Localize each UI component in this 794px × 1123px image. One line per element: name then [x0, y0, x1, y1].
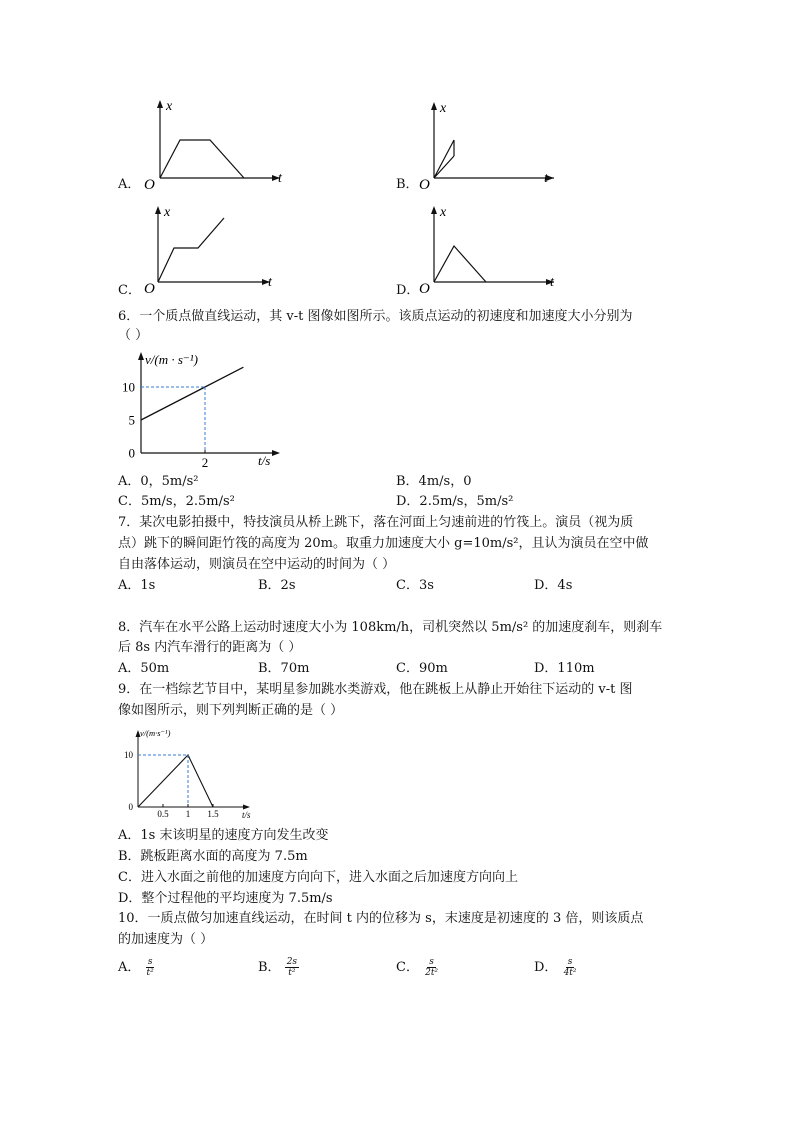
- q5-option-b-label: B．: [396, 177, 419, 192]
- q7-stem-line1: 7．某次电影拍摄中，特技演员从桥上跳下，落在河面上匀速前进的竹筏上。演员（视为质: [118, 515, 634, 530]
- q9-vt-chart: [118, 724, 268, 824]
- q10-stem-line2: 的加速度为（ ）: [118, 932, 214, 947]
- q9-y-axis-label: v/(m·s⁻¹): [140, 728, 171, 738]
- q5-b-origin: O: [419, 177, 430, 193]
- q10-option-b-label: B．: [258, 960, 281, 975]
- q5-a-y-label: x: [166, 99, 173, 114]
- q5-option-a-label: A．: [118, 177, 141, 192]
- q10-d-denominator: 4t²: [563, 968, 577, 978]
- q9-option-d: D．整个过程他的平均速度为 7.5m/s: [118, 891, 333, 906]
- q10-option-b-fraction: [285, 957, 299, 978]
- q10-option-a-fraction: [145, 957, 156, 978]
- q5-option-c-label: C．: [118, 283, 141, 298]
- q9-stem-line1: 9．在一档综艺节目中，某明星参加跳水类游戏，他在跳板上从静止开始往下运动的 v-t 图: [118, 682, 633, 697]
- q9-option-b: B．跳板距离水面的高度为 7.5m: [118, 849, 308, 864]
- q7-stem-line2: 点）跳下的瞬间距竹筏的高度为 20m。取重力加速度大小 g=10m/s²，且认为演员在空中做: [118, 536, 649, 551]
- q10-option-c-fraction: [423, 957, 440, 978]
- q6-series-line: [141, 367, 243, 420]
- q8-stem-line1: 8．汽车在水平公路上运动时速度大小为 108km/h，司机突然以 5m/s² 的加速度刹车，则刹车: [118, 620, 663, 635]
- q5-a-x-label: t: [278, 171, 282, 186]
- q10-stem-line1: 10．一质点做匀加速直线运动，在时间 t 内的位移为 s，末速度是初速度的 3 倍，则该质点: [118, 911, 644, 926]
- q10-d-numerator: s: [567, 957, 573, 967]
- q8-option-a: A．50m: [118, 661, 170, 676]
- q6-y-tick-label-0: 0: [128, 445, 135, 461]
- q8-option-c: C．90m: [396, 661, 448, 676]
- q9-x-tick-label-2: 1.5: [207, 809, 219, 819]
- q6-vt-chart: [118, 346, 288, 470]
- q10-option-d-label: D．: [534, 960, 558, 975]
- q10-c-numerator: s: [429, 957, 434, 967]
- q10-b-numerator: 2s: [286, 957, 298, 967]
- q10-option-a: [118, 957, 156, 978]
- q9-y-tick-label-0: 0: [128, 802, 133, 813]
- q7-option-d: D．4s: [534, 578, 573, 593]
- q10-option-b: [258, 957, 299, 978]
- q6-option-b: B．4m/s，0: [396, 474, 472, 489]
- q10-b-denominator: t²: [288, 968, 296, 978]
- q6-y-axis-label: v/(m · s⁻¹): [145, 352, 198, 367]
- q5-c-y-label: x: [164, 205, 171, 220]
- q9-x-tick-label-0: 0.5: [157, 809, 169, 819]
- q10-c-denominator: 2t²: [425, 968, 439, 978]
- q8-stem-line2: 后 8s 内汽车滑行的距离为（ ）: [118, 640, 302, 655]
- q5-graph-d: [416, 200, 576, 298]
- q5-b-x-label: t: [544, 171, 548, 186]
- q5-option-d-label: D．: [396, 283, 420, 298]
- q6-y-tick-label-2: 10: [122, 379, 135, 395]
- q5-d-origin: O: [419, 281, 430, 297]
- q9-x-tick-label-1: 1: [185, 809, 191, 819]
- q10-a-numerator: s: [147, 957, 153, 967]
- q7-stem-line3: 自由落体运动，则演员在空中运动的时间为（ ）: [118, 557, 396, 572]
- q9-option-a: A．1s 末该明星的速度方向发生改变: [118, 828, 329, 843]
- q6-option-c: C．5m/s，2.5m/s²: [118, 494, 235, 509]
- q9-stem-line2: 像如图所示，则下列判断正确的是（ ）: [118, 703, 344, 718]
- q6-stem-line2: （ ）: [118, 328, 149, 343]
- q7-option-a: A．1s: [118, 578, 156, 593]
- q7-option-c: C．3s: [396, 578, 434, 593]
- q5-c-origin: O: [144, 281, 155, 297]
- q6-option-a: A．0，5m/s²: [118, 474, 199, 489]
- q5-graph-b: [416, 96, 576, 194]
- q6-x-arrow: [272, 450, 280, 456]
- q10-option-d-fraction: [562, 957, 579, 978]
- q5-d-y-label: x: [440, 205, 447, 220]
- q5-a-origin: O: [144, 177, 155, 193]
- q6-x-tick-label-0: 2: [201, 455, 209, 470]
- q10-option-c: [396, 957, 440, 978]
- q6-stem-line1: 6．一个质点做直线运动，其 v-t 图像如图所示。该质点运动的初速度和加速度大小分别为: [118, 309, 633, 324]
- q5-c-x-label: t: [268, 275, 272, 290]
- q6-x-axis-label: t/s: [258, 453, 271, 468]
- q10-option-c-label: C．: [396, 960, 419, 975]
- q9-x-axis-label: t/s: [242, 810, 251, 820]
- q9-x-arrow: [243, 805, 250, 810]
- q5-d-x-label: t: [550, 275, 554, 290]
- q7-option-b: B．2s: [258, 578, 296, 593]
- q10-a-denominator: t²: [146, 968, 154, 978]
- q10-option-d: [534, 957, 579, 978]
- q9-series-line: [138, 755, 213, 807]
- q6-option-d: D．2.5m/s，5m/s²: [396, 494, 514, 509]
- q5-graph-c: [140, 200, 300, 298]
- q6-y-arrow: [138, 352, 144, 360]
- q5-graph-a: [140, 96, 300, 194]
- q8-option-b: B．70m: [258, 661, 310, 676]
- q6-y-tick-label-1: 5: [128, 412, 135, 428]
- q9-y-tick-label-1: 10: [124, 750, 133, 761]
- q9-option-c: C．进入水面之前他的加速度方向向下，进入水面之后加速度方向向上: [118, 870, 518, 885]
- q5-b-y-label: x: [440, 101, 447, 116]
- q10-option-a-label: A．: [118, 960, 141, 975]
- q8-option-d: D．110m: [534, 661, 595, 676]
